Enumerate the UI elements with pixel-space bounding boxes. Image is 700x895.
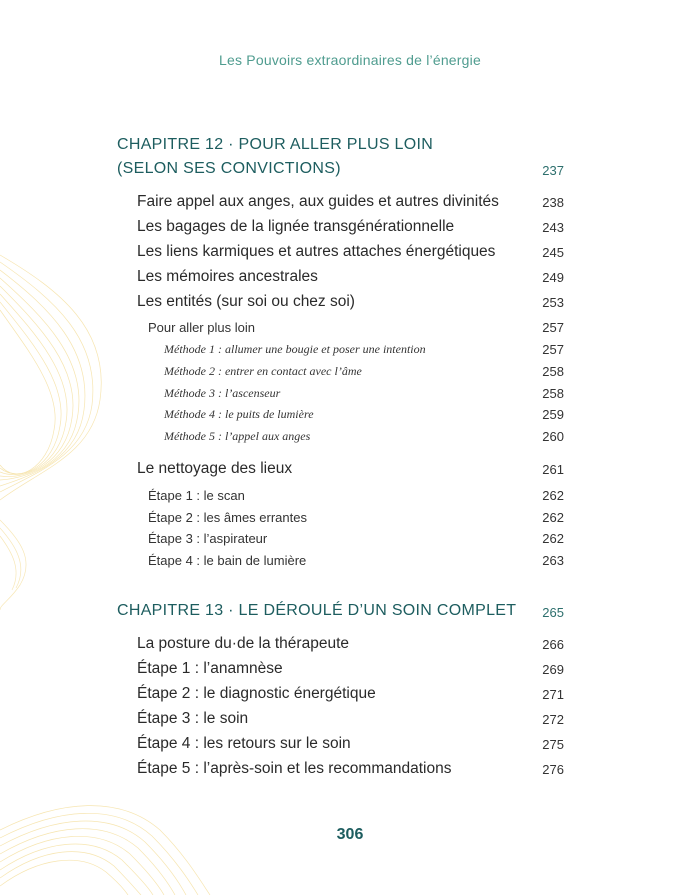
entry-label: Étape 2 : les âmes errantes <box>148 510 307 525</box>
entry-label: Les entités (sur soi ou chez soi) <box>137 293 355 310</box>
page-number: 258 <box>542 386 564 401</box>
page-number: 263 <box>542 553 564 568</box>
page-number: 253 <box>542 295 564 310</box>
page-number: 262 <box>542 488 564 503</box>
entry-label: La posture du·de la thérapeute <box>137 635 349 652</box>
entry-label: Méthode 4 : le puits de lumière <box>164 407 314 421</box>
entry-label: Les mémoires ancestrales <box>137 268 318 285</box>
entry-label: Méthode 1 : allumer une bougie et poser une intention <box>164 342 426 356</box>
page-number: 245 <box>542 245 564 260</box>
entry-label: Étape 4 : les retours sur le soin <box>137 735 351 752</box>
entry-label: Faire appel aux anges, aux guides et autres divinités <box>137 193 499 210</box>
entry-label: Le nettoyage des lieux <box>137 460 293 477</box>
page-number: 257 <box>542 320 564 335</box>
entry-label: Étape 5 : l’après-soin et les recommandations <box>137 760 452 777</box>
page-number: 259 <box>542 407 564 422</box>
entry-label: Pour aller plus loin <box>148 320 255 335</box>
page-number: 276 <box>542 762 564 777</box>
page-number: 238 <box>542 195 564 210</box>
entry-label: Les liens karmiques et autres attaches énergétiques <box>137 243 496 260</box>
page-number: 266 <box>542 637 564 652</box>
entry-label: Méthode 2 : entrer en contact avec l’âme <box>164 364 362 378</box>
page-number: 265 <box>542 605 564 620</box>
running-header: Les Pouvoirs extraordinaires de l’énergie <box>219 52 481 68</box>
chapter-title: (SELON SES CONVICTIONS) <box>117 160 341 177</box>
entry-label: Méthode 3 : l’ascenseur <box>164 386 281 400</box>
page-number: 260 <box>542 429 564 444</box>
page-number: 261 <box>542 462 564 477</box>
page-number: 262 <box>542 531 564 546</box>
page-number: 258 <box>542 364 564 379</box>
entry-label: Étape 3 : l’aspirateur <box>148 531 268 546</box>
entry-label: Les bagages de la lignée transgénérationnelle <box>137 218 455 235</box>
entry-label: Étape 2 : le diagnostic énergétique <box>137 685 376 702</box>
page-number: 257 <box>542 342 564 357</box>
chapter-title: CHAPITRE 12 · POUR ALLER PLUS LOIN <box>117 136 434 153</box>
page-number: 275 <box>542 737 564 752</box>
entry-label: Étape 4 : le bain de lumière <box>148 553 307 568</box>
page-number: 272 <box>542 712 564 727</box>
page-number: 249 <box>542 270 564 285</box>
page-number: 269 <box>542 662 564 677</box>
chapter-title: CHAPITRE 13 · LE DÉROULÉ D’UN SOIN COMPLET <box>117 602 517 619</box>
page-number: 237 <box>542 163 564 178</box>
page-number: 271 <box>542 687 564 702</box>
page-number: 262 <box>542 510 564 525</box>
entry-label: Étape 3 : le soin <box>137 710 249 727</box>
folio-page-number: 306 <box>336 826 364 843</box>
entry-label: Méthode 5 : l’appel aux anges <box>164 429 311 443</box>
page-number: 243 <box>542 220 564 235</box>
entry-label: Étape 1 : l’anamnèse <box>137 660 283 677</box>
entry-label: Étape 1 : le scan <box>148 488 245 503</box>
